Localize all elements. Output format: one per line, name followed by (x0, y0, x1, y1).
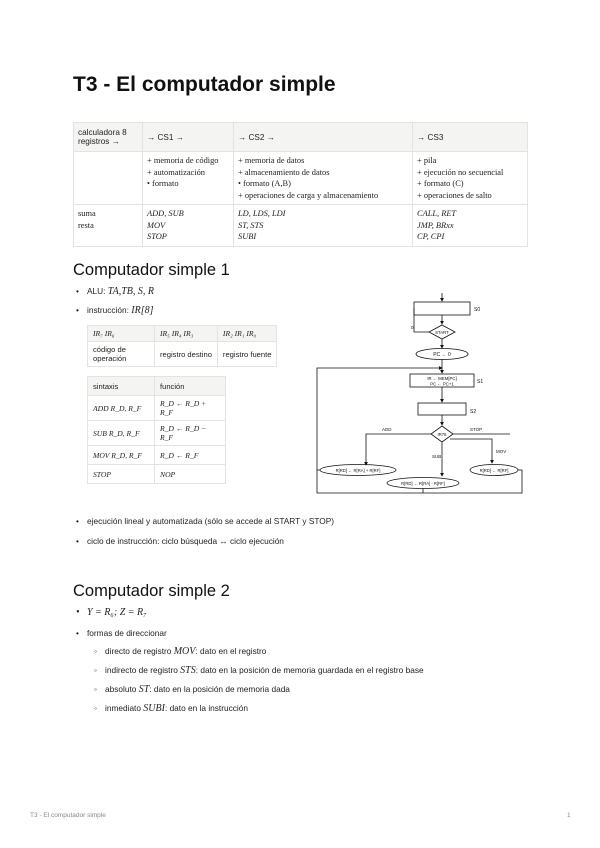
bullet-text: ALU: (87, 286, 108, 296)
table-cell: R_D ← R_D − R_F (155, 421, 226, 446)
table-cell (413, 152, 528, 205)
label-stop: STOP (470, 427, 483, 432)
table-header-cell: → CS3 (413, 123, 528, 152)
cell-line: LD, LDS, LDI (238, 209, 286, 218)
mode-text: directo de registro (105, 646, 174, 656)
footer-title: T3 - El computador simple (30, 812, 106, 819)
table-row (74, 205, 528, 247)
cell-line: + pila (417, 156, 437, 165)
cell-line: + memoria de datos (238, 156, 305, 165)
cell-line: MOV (147, 220, 166, 230)
bullet-yz: • Y = R₆; Z = R₇ (87, 607, 147, 618)
addressing-mode-item (105, 684, 290, 695)
table-header-row (88, 326, 277, 342)
table-header-cell: IR₅ IR₄ IR₃ (155, 326, 218, 342)
control-unit-flowchart (310, 293, 530, 498)
label-mov: MOV (496, 449, 507, 454)
table-cell: R_D ← R_F (155, 446, 226, 465)
cell-line: + operaciones de carga y almacenamiento (238, 190, 379, 200)
table-cell: SUB R_D, R_F (88, 421, 155, 446)
label-ir76: IR76 (437, 432, 447, 437)
state-s2-box (418, 403, 466, 415)
mode-text: inmediato (105, 703, 144, 713)
label-start: START (435, 330, 449, 335)
table-header-cell: → CS2 → (234, 123, 413, 152)
math-expr: IR[8] (131, 305, 154, 316)
label-zero: 0 (411, 325, 414, 330)
label-add: ADD (382, 427, 392, 432)
label-op-sub: R[RD] ← R[RA] - R[RF] (401, 481, 445, 486)
bullet-text: instrucción: (87, 305, 132, 315)
table-cell: código de operación (88, 342, 155, 367)
mode-desc: : dato en el registro (195, 646, 267, 656)
mode-desc: : dato en la instrucción (164, 703, 248, 713)
table-cell (143, 205, 234, 247)
table-cell: registro destino (155, 342, 218, 367)
table-cell: registro fuente (217, 342, 277, 367)
table-header-cell: IR₂ IR₁ IR₀ (217, 326, 277, 342)
table-row (74, 152, 528, 205)
syntax-table (87, 376, 226, 484)
evolution-table (73, 122, 528, 247)
bullet-instruction (87, 305, 154, 316)
label-s1: S1 (477, 379, 484, 385)
table-cell (74, 205, 143, 247)
table-cell (143, 152, 234, 205)
table-header-cell: calculadora 8 registros → (74, 123, 143, 152)
label-op-add: R[RD] ← R[RA] + R[RF] (335, 468, 381, 473)
section-heading: Computador simple 2 (73, 582, 230, 600)
cell-line: + ejecución no secuencial (417, 167, 504, 177)
label-s0: S0 (474, 307, 481, 313)
addressing-mode-item (105, 646, 266, 657)
cell-line: JMP, BRxx (417, 220, 454, 230)
cell-line: ADD, SUB (147, 209, 184, 218)
bullet-execution: • ejecución lineal y automatizada (sólo se accede al START y STOP) (87, 516, 334, 526)
table-row (88, 421, 226, 446)
label-fetch: IR ← MEM[PC] (427, 376, 457, 381)
table-cell (234, 205, 413, 247)
table-cell (74, 152, 143, 205)
mode-desc: : dato en la posición de memoria guardada en el registro base (195, 665, 424, 675)
table-header-cell: IR₇ IR₆ (88, 326, 155, 342)
cell-line: + almacenamiento de datos (238, 167, 330, 177)
mode-instr: ST (138, 684, 150, 695)
cell-line: + memoria de código (147, 156, 219, 165)
cell-line: + automatización (147, 167, 205, 177)
table-cell: STOP (88, 465, 155, 484)
label-op-mov: R[RD] ← R[RF] (479, 468, 509, 473)
bullet-cycle: • ciclo de instrucción: ciclo búsqueda ↔ ciclo ejecución (87, 536, 284, 546)
cell-line: CALL, RET (417, 209, 457, 218)
cell-line: resta (78, 220, 94, 230)
table-cell (413, 205, 528, 247)
table-header-row (88, 377, 226, 396)
table-row (88, 342, 277, 367)
table-header-cell: → CS1 → (143, 123, 234, 152)
cell-line: • formato (A,B) (238, 179, 291, 188)
page-title: T3 - El computador simple (73, 73, 336, 96)
table-header-cell: sintaxis (88, 377, 155, 396)
cell-line: + operaciones de salto (417, 190, 492, 200)
cell-line: ST, STS (238, 220, 264, 230)
table-row (88, 446, 226, 465)
mode-instr: STS (180, 665, 196, 676)
mode-text: absoluto (105, 684, 139, 694)
instruction-format-table (87, 325, 277, 367)
cell-line: + formato (C) (417, 179, 464, 188)
addressing-mode-item (105, 703, 248, 714)
table-row (88, 396, 226, 421)
cell-line: suma (78, 209, 96, 218)
label-pc-reset: PC ← 0 (433, 352, 451, 358)
addressing-mode-item (105, 665, 424, 676)
label-pc-inc: PC ← PC+1 (430, 381, 454, 387)
table-cell: ADD R_D, R_F (88, 396, 155, 421)
cell-line: CP, CPI (417, 232, 445, 241)
bullet-addressing: • formas de direccionar (87, 628, 167, 638)
section-heading: Computador simple 1 (73, 261, 230, 279)
label-sub: SUB (432, 454, 442, 459)
table-cell (234, 152, 413, 205)
mode-text: indirecto de registro (105, 665, 181, 675)
table-row (88, 465, 226, 484)
state-s0-box (414, 302, 470, 315)
page-number: 1 (567, 812, 571, 819)
mode-instr: MOV (173, 646, 196, 657)
cell-line: • formato (147, 179, 179, 188)
cell-line: STOP (147, 232, 167, 241)
table-cell: MOV R_D, R_F (88, 446, 155, 465)
mode-desc: : dato en la posición de memoria dada (149, 684, 290, 694)
label-s2: S2 (470, 409, 477, 415)
mode-instr: SUBI (143, 703, 165, 714)
table-header-row (74, 123, 528, 152)
table-header-cell: función (155, 377, 226, 396)
table-cell: R_D ← R_D + R_F (155, 396, 226, 421)
table-cell: NOP (155, 465, 226, 484)
cell-line: SUBI (238, 232, 257, 241)
math-expr: TA,TB, S, R (107, 286, 154, 297)
bullet-alu (87, 286, 154, 297)
